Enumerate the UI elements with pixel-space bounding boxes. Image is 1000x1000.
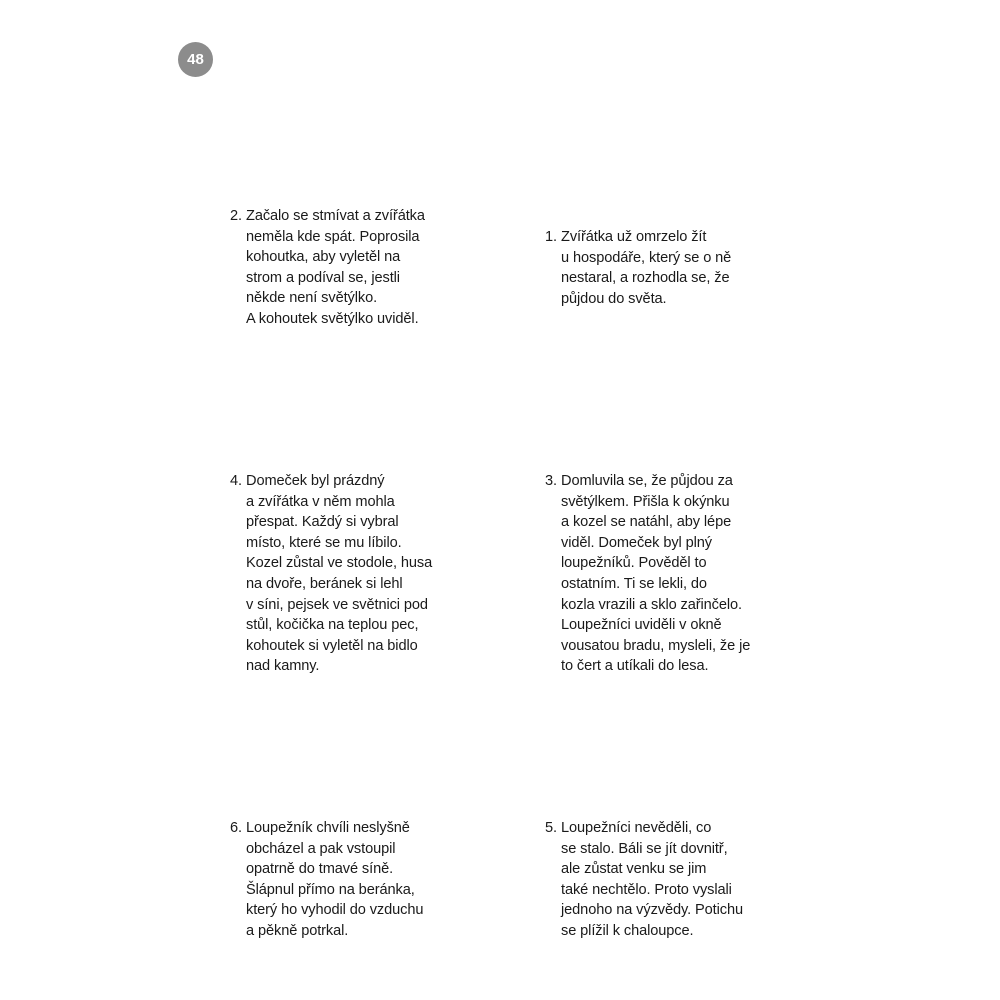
paragraph-line: obcházel a pak vstoupil <box>246 840 396 857</box>
paragraph-text <box>561 471 750 677</box>
paragraph-number: 6. <box>230 820 242 836</box>
paragraph-line: neměla kde spát. Poprosila <box>246 228 420 245</box>
paragraph-line: Kozel zůstal ve stodole, husa <box>246 555 433 572</box>
paragraph-line: ale zůstat venku se jim <box>561 861 707 878</box>
paragraph-line: na dvoře, beránek si lehl <box>246 575 403 592</box>
paragraph-line: jednoho na výzvědy. Potichu <box>561 902 744 919</box>
paragraph-4 <box>230 471 432 677</box>
paragraph-line: Zvířátka už omrzelo žít <box>561 229 707 245</box>
paragraph-number: 3. <box>545 473 557 489</box>
paragraph-line: Šlápnul přímo na beránka, <box>246 881 415 898</box>
paragraph-number: 4. <box>230 473 242 489</box>
paragraph-text <box>561 818 743 942</box>
paragraph-line: kohoutek si vyletěl na bidlo <box>246 637 418 654</box>
paragraph-line: u hospodáře, který se o ně <box>561 249 732 266</box>
paragraph-text <box>246 206 425 330</box>
paragraph-line: někde není světýlko. <box>246 290 378 307</box>
paragraph-line: to čert a utíkali do lesa. <box>561 658 709 675</box>
paragraph-line: viděl. Domeček byl plný <box>561 534 712 551</box>
paragraph-line: Začalo se stmívat a zvířátka <box>246 208 425 224</box>
page-number-badge: 48 <box>178 42 213 77</box>
paragraph-text <box>246 818 423 942</box>
paragraph-line: ostatním. Ti se lekli, do <box>561 575 707 592</box>
paragraph-line: a kozel se natáhl, aby lépe <box>561 514 732 531</box>
paragraph-line: se plížil k chaloupce. <box>561 922 694 939</box>
paragraph-line: nad kamny. <box>246 658 320 675</box>
paragraph-text <box>246 471 432 677</box>
paragraph-line: Loupežník chvíli neslyšně <box>246 820 410 836</box>
paragraph-line: stůl, kočička na teplou pec, <box>246 617 419 634</box>
paragraph-line: Loupežníci nevěděli, co <box>561 820 712 836</box>
paragraph-line: kozla vrazili a sklo zařinčelo. <box>561 596 743 613</box>
paragraph-line: Domeček byl prázdný <box>246 473 385 489</box>
paragraph-line: také nechtělo. Proto vyslali <box>561 881 732 898</box>
paragraph-line: kohoutka, aby vyletěl na <box>246 249 401 266</box>
paragraph-2 <box>230 206 425 330</box>
paragraph-number: 2. <box>230 208 242 224</box>
paragraph-line: místo, které se mu líbilo. <box>246 534 402 551</box>
paragraph-5 <box>545 818 743 942</box>
paragraph-line: a pěkně potrkal. <box>246 922 349 939</box>
paragraph-line: půjdou do světa. <box>561 290 667 307</box>
paragraph-line: Loupežníci uviděli v okně <box>561 617 722 634</box>
paragraph-line: A kohoutek světýlko uviděl. <box>246 310 419 327</box>
paragraph-1 <box>545 227 731 309</box>
paragraph-line: nestaral, a rozhodla se, že <box>561 270 730 287</box>
paragraph-number: 5. <box>545 820 557 836</box>
paragraph-line: se stalo. Báli se jít dovnitř, <box>561 840 728 857</box>
paragraph-line: vousatou bradu, mysleli, že je <box>561 637 751 654</box>
paragraph-line: světýlkem. Přišla k okýnku <box>561 493 730 510</box>
paragraph-6 <box>230 818 423 942</box>
paragraph-line: přespat. Každý si vybral <box>246 514 399 531</box>
paragraph-line: strom a podíval se, jestli <box>246 269 400 286</box>
paragraph-line: loupežníků. Pověděl to <box>561 555 707 572</box>
paragraph-line: opatrně do tmavé síně. <box>246 861 394 878</box>
paragraph-3 <box>545 471 750 677</box>
paragraph-text <box>561 227 731 309</box>
paragraph-line: v síni, pejsek ve světnici pod <box>246 596 428 613</box>
paragraph-line: a zvířátka v něm mohla <box>246 493 395 510</box>
paragraph-line: který ho vyhodil do vzduchu <box>246 902 424 919</box>
paragraph-number: 1. <box>545 229 557 245</box>
paragraph-line: Domluvila se, že půjdou za <box>561 473 733 489</box>
